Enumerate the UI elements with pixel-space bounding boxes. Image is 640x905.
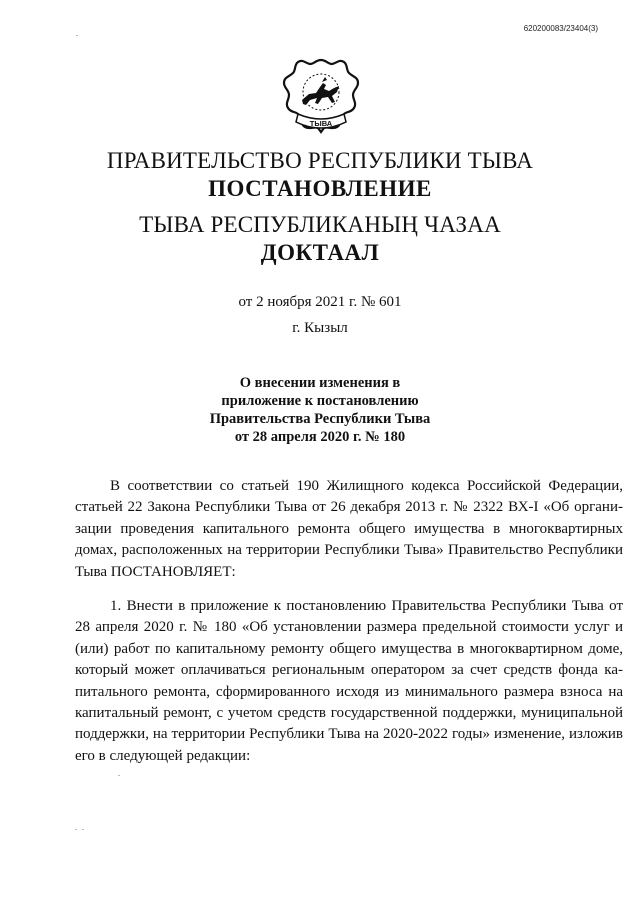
decree-title-tv: ДОКТААЛ (260, 240, 380, 265)
decree-subject-title (0, 374, 640, 446)
body-paragraph-preamble: В соответствии со статьей 190 Жилищного кодекса Российской Федерации, статьей 22 Закона Республики Тыва от 26 декабря 2013 г. № 2322 ВХ-I «Об организации проведения капитального ремонта общего имущества в многоквартирных домах, расположенных на территории Республики Тыва» Правительство Республики Тыва ПОСТАНОВЛЯЕТ: (75, 478, 623, 580)
subject-title-line: Правительства Республики Тыва (209, 411, 431, 427)
emblem-ribbon-text: ТЫВА (309, 119, 333, 128)
decree-date-number: от 2 ноября 2021 г. № 601 (238, 294, 402, 310)
subject-title-line: приложение к постановлению (221, 393, 419, 409)
coat-of-arms-emblem (282, 56, 360, 140)
government-title-tv: ТЫВА РЕСПУБЛИКАНЫҢ ЧАЗАА (139, 212, 501, 237)
subject-title-line: от 28 апреля 2020 г. № 180 (234, 429, 406, 445)
scan-speck (82, 829, 84, 830)
scan-speck (118, 775, 120, 776)
government-title-ru: ПРАВИТЕЛЬСТВО РЕСПУБЛИКИ ТЫВА (106, 148, 534, 173)
body-paragraph-item-1: 1. Внести в приложение к постановлению Правительства Республики Тыва от 28 апреля 2020 г. № 180 «Об установлении размера предельной стоимости услуг и (или) работ по капитальному ремонту общего имущества в многоквартирном доме, который может оплачиваться региональным оператором за счет средств фонда капитального ремонта, сформированного исходя из минимального размера взноса на капитальный ремонт, с учетом средств государственной поддержки, муниципальной поддержки, на территории Республики Тыва на 2020-2022 годы» изменение, изложив его в следующей редакции: (75, 598, 623, 764)
scan-speck (76, 35, 78, 36)
decree-city: г. Кызыл (292, 320, 348, 336)
decree-title-ru: ПОСТАНОВЛЕНИЕ (208, 176, 432, 201)
document-registration-code: 620200083/23404(3) (523, 24, 598, 33)
subject-title-line: О внесении изменения в (239, 375, 401, 391)
scan-speck (75, 829, 77, 830)
